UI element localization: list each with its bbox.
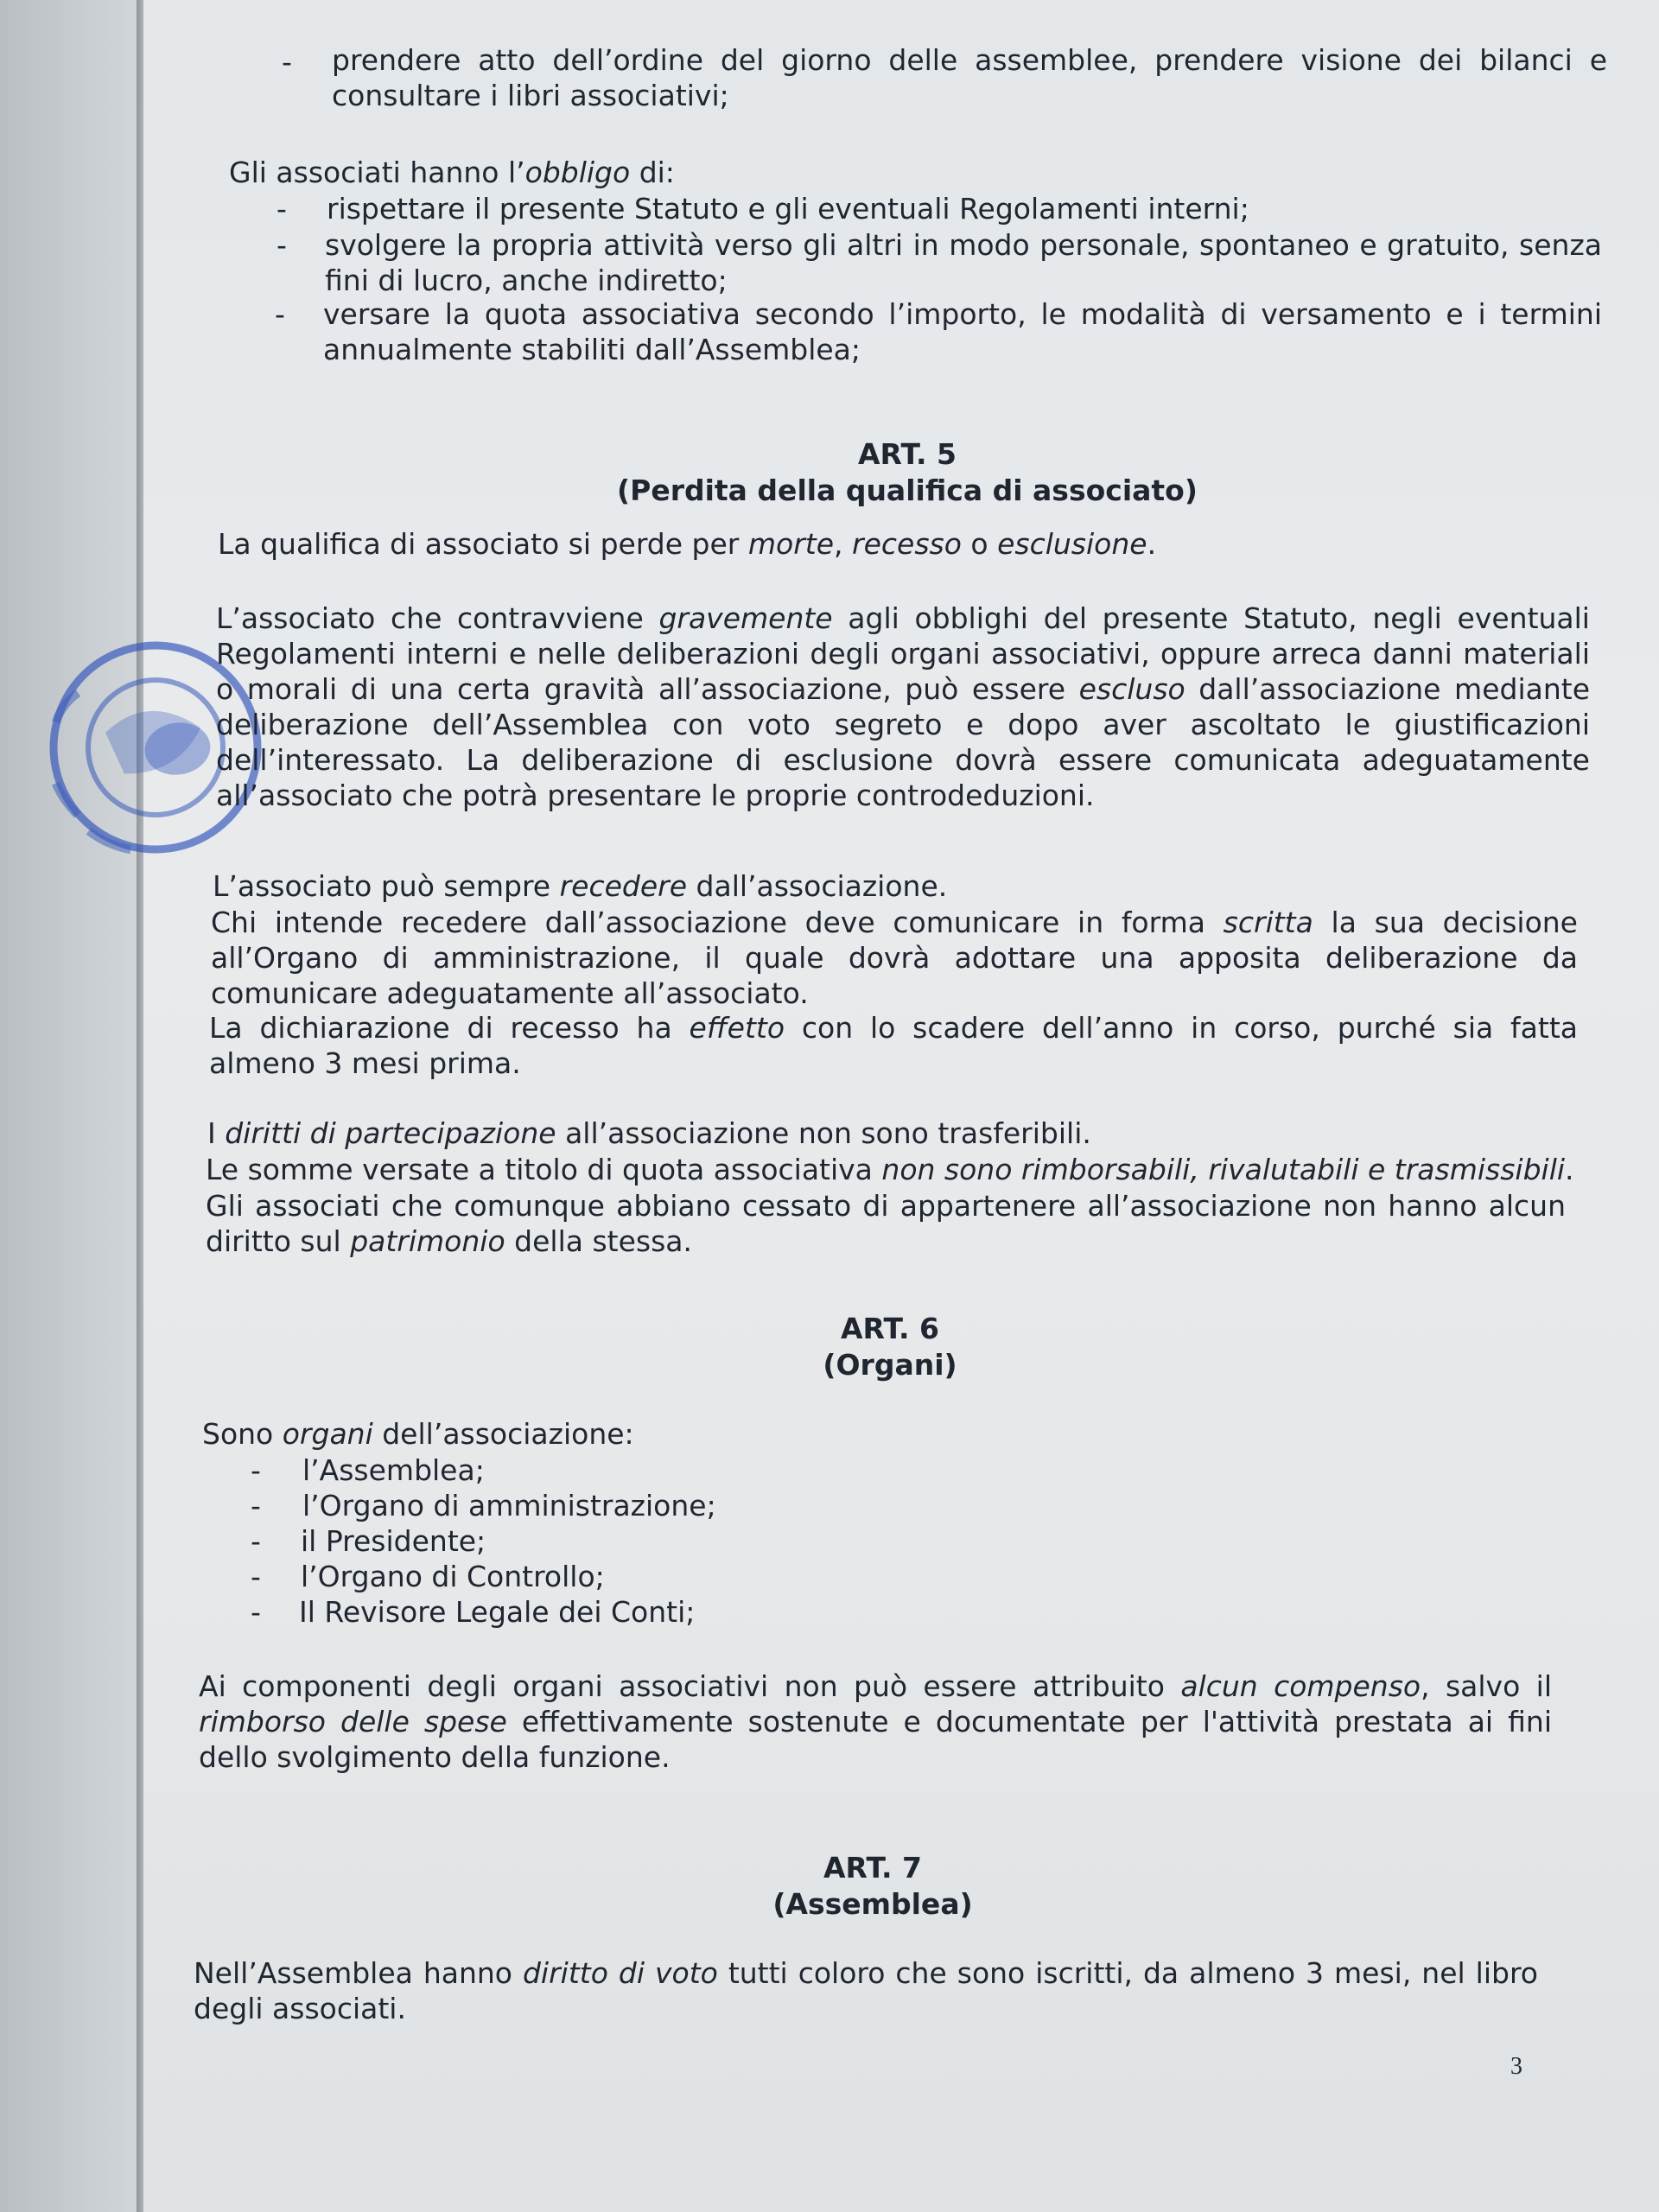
art5-paragraph-rights: I diritti di partecipazione all’associazione non sono trasferibili. [207,1116,1091,1150]
art5-heading: ART. 5 [858,437,957,471]
list-dash: - [251,1453,261,1487]
page-number: 3 [1510,2053,1522,2080]
art6-heading: ART. 6 [841,1312,939,1345]
art6-paragraph-compensation: Ai componenti degli organi associativi non può essere attribuito alcun compenso, salvo il rimborso delle spese effettivamente sostenute e documentate per l'attività prestata ai fini dello svolgimento della funzione. [199,1669,1552,1774]
obbligo-intro: Gli associati hanno l’obbligo di: [229,156,675,189]
organ-item: Il Revisore Legale dei Conti; [299,1595,696,1629]
art7-subheading: (Assemblea) [772,1887,973,1921]
list-dash: - [251,1560,261,1593]
art5-subheading: (Perdita della qualifica di associato) [617,474,1198,507]
binding-line [137,0,143,2212]
list-dash: - [276,192,287,226]
obbligo-item: rispettare il presente Statuto e gli eventuali Regolamenti interni; [327,192,1249,226]
list-dash: - [282,45,292,79]
art5-paragraph-fees: Le somme versate a titolo di quota associativa non sono rimborsabili, rivalutabili e trasmissibili. [206,1153,1574,1186]
art7-heading: ART. 7 [823,1851,922,1885]
obbligo-item: versare la quota associativa secondo l’importo, le modalità di versamento e i termini annualmente stabiliti dall’Assemblea; [323,297,1602,366]
organ-item: l’Organo di amministrazione; [302,1489,716,1522]
rights-item-consult: prendere atto dell’ordine del giorno delle assemblee, prendere visione dei bilanci e consultare i libri associativi; [332,43,1607,112]
list-dash: - [251,1524,261,1558]
art5-paragraph-exclusion: L’associato che contravviene gravemente agli obblighi del presente Statuto, negli eventuali Regolamenti interni e nelle deliberazioni degli organi associativi, oppure arreca danni materiali o morali di una certa gravità all’associazione, può essere escluso dall’associazione mediante deliberazione dell’Assemblea con voto segreto e dopo aver ascoltato le giustificazioni dell’interessato. La deliberazione di esclusione dovrà essere comunicata adeguatamente all’associato che potrà presentare le proprie controdeduzioni. [216,601,1590,812]
art5-paragraph-written-notice: Chi intende recedere dall’associazione deve comunicare in forma scritta la sua decisione all’Organo di amministrazione, il quale dovrà adottare una apposita deliberazione da comunicare adeguatamente all’associato. [211,906,1578,1010]
organ-item: il Presidente; [301,1524,486,1558]
art6-intro: Sono organi dell’associazione: [202,1417,634,1451]
art5-paragraph-patrimony: Gli associati che comunque abbiano cessato di appartenere all’associazione non hanno alcun diritto sul patrimonio della stessa. [206,1189,1566,1258]
art6-subheading: (Organi) [823,1348,957,1382]
list-dash: - [276,228,287,262]
list-dash: - [251,1595,261,1629]
organ-item: l’Organo di Controllo; [301,1560,605,1593]
page-binding-shadow [0,0,140,2212]
art5-paragraph-recedere: L’associato può sempre recedere dall’associazione. [213,869,948,903]
list-dash: - [251,1489,261,1522]
list-dash: - [275,297,285,331]
art7-paragraph-vote: Nell’Assemblea hanno diritto di voto tutti coloro che sono iscritti, da almeno 3 mesi, nel libro degli associati. [194,1956,1538,2025]
organ-item: l’Assemblea; [302,1453,485,1487]
obbligo-item: svolgere la propria attività verso gli altri in modo personale, spontaneo e gratuito, senza fini di lucro, anche indiretto; [325,228,1602,297]
art5-paragraph-effect: La dichiarazione di recesso ha effetto con lo scadere dell’anno in corso, purché sia fatta almeno 3 mesi prima. [209,1011,1578,1080]
art5-paragraph-loss: La qualifica di associato si perde per morte, recesso o esclusione. [218,527,1157,561]
